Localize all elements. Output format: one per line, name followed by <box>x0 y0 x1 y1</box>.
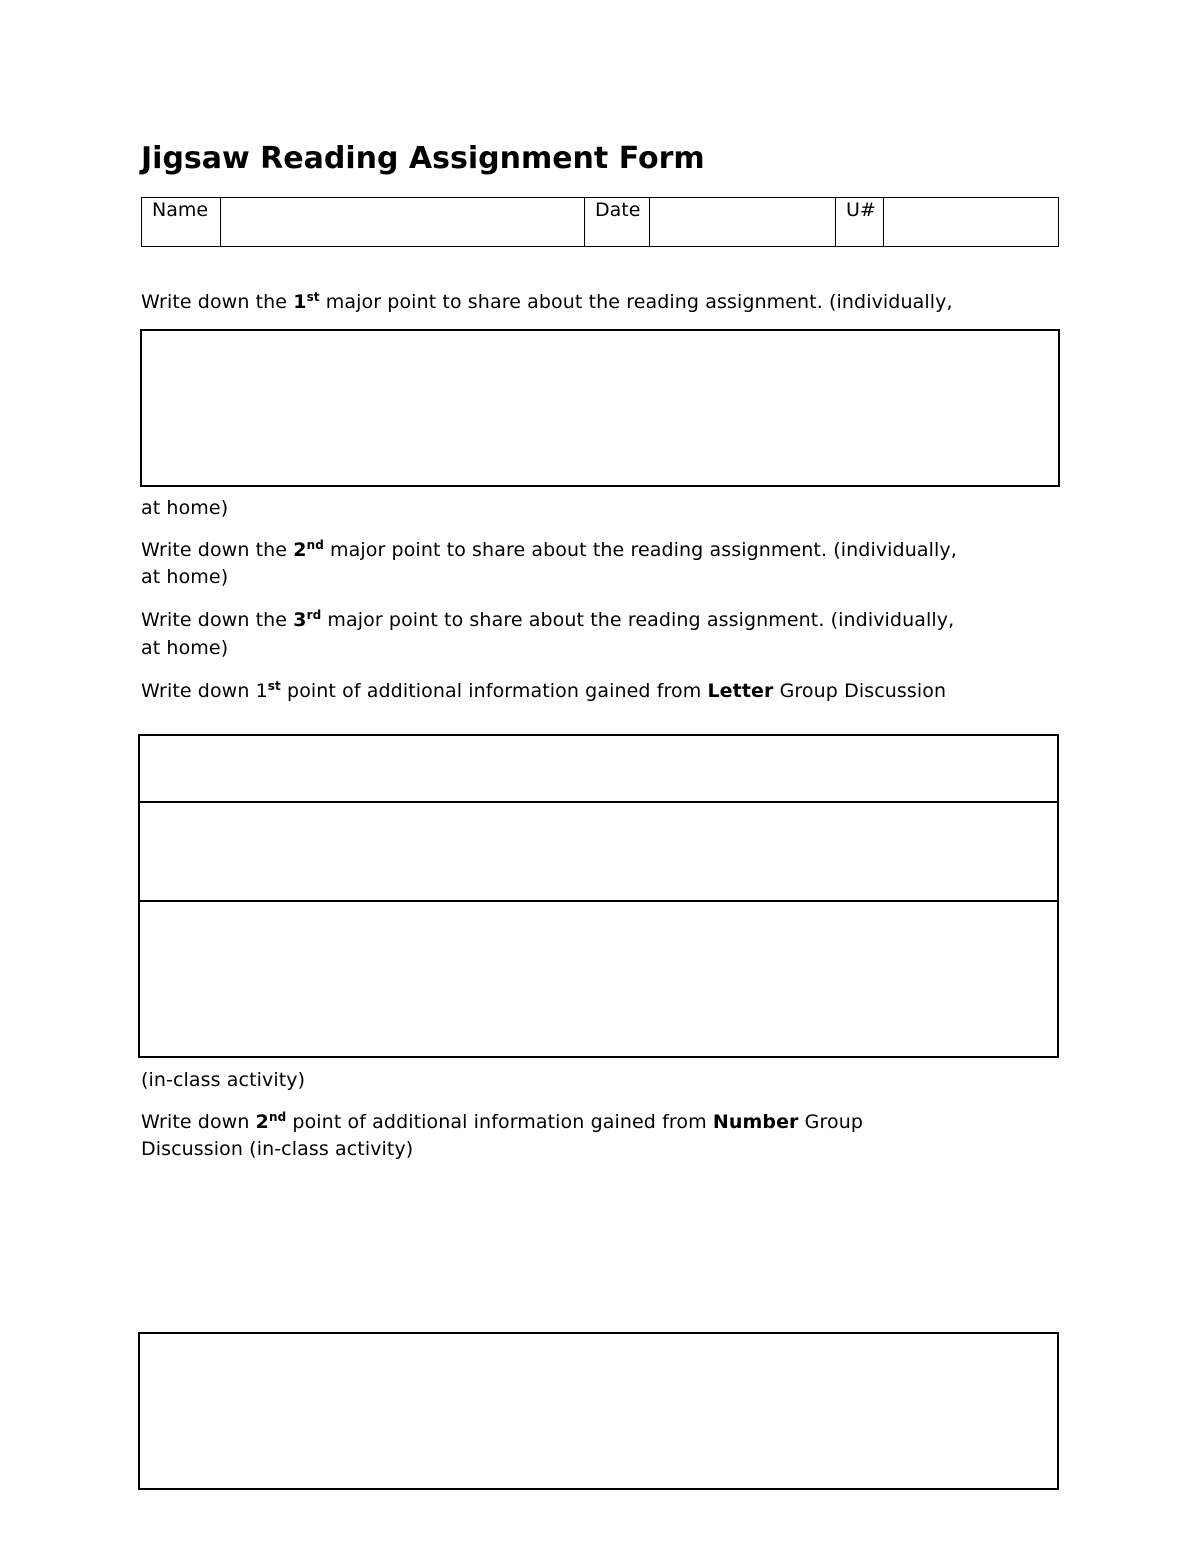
prompt-3-continuation: at home) <box>141 637 229 659</box>
prompt-4-continuation: (in-class activity) <box>141 1069 306 1091</box>
prompt-5 <box>141 1109 1066 1136</box>
prompt-1 <box>141 289 1066 316</box>
prompt-2-prefix: Write down the <box>141 539 294 561</box>
u-number-label: U# <box>836 198 884 247</box>
date-field[interactable] <box>650 198 836 247</box>
prompt-4-middle: point of additional information gained from <box>280 680 708 702</box>
prompt-3-ordinal: rd <box>306 608 322 622</box>
name-label: Name <box>142 198 221 247</box>
prompt-2-continuation: at home) <box>141 566 229 588</box>
prompt-4-prefix: Write down 1 <box>141 680 268 702</box>
prompt-4-group: Letter <box>707 680 774 702</box>
prompt-5-suffix: Group <box>798 1111 864 1133</box>
prompt-5-prefix: Write down <box>141 1111 256 1133</box>
prompt-3-number: 3 <box>293 609 307 631</box>
page-title: Jigsaw Reading Assignment Form <box>141 141 705 176</box>
answer-box-divider-2 <box>138 900 1059 902</box>
prompt-2 <box>141 537 1066 564</box>
prompt-2-suffix: major point to share about the reading assignment. (individually, <box>323 539 957 561</box>
answer-box-1[interactable] <box>140 329 1060 487</box>
answer-box-divider-1 <box>138 801 1059 803</box>
prompt-1-ordinal: st <box>306 290 320 304</box>
u-number-field[interactable] <box>884 198 1059 247</box>
name-field[interactable] <box>221 198 585 247</box>
prompt-1-number: 1 <box>293 291 307 313</box>
prompt-2-number: 2 <box>293 539 307 561</box>
prompt-3-suffix: major point to share about the reading assignment. (individually, <box>321 609 955 631</box>
prompt-5-number: 2 <box>255 1111 269 1133</box>
prompt-5-ordinal: nd <box>268 1110 287 1124</box>
student-info-table <box>141 197 1059 247</box>
answer-box-stack[interactable] <box>138 734 1059 1058</box>
prompt-4-suffix: Group Discussion <box>773 680 947 702</box>
answer-box-5[interactable] <box>138 1332 1059 1490</box>
prompt-4-ordinal: st <box>267 679 281 693</box>
prompt-5-continuation: Discussion (in-class activity) <box>141 1138 414 1160</box>
date-label: Date <box>585 198 650 247</box>
prompt-1-prefix: Write down the <box>141 291 294 313</box>
prompt-1-suffix: major point to share about the reading assignment. (individually, <box>319 291 953 313</box>
prompt-3 <box>141 607 1066 634</box>
prompt-5-group: Number <box>712 1111 799 1133</box>
prompt-5-middle: point of additional information gained from <box>286 1111 713 1133</box>
prompt-1-continuation: at home) <box>141 497 229 519</box>
prompt-2-ordinal: nd <box>306 538 324 552</box>
prompt-4 <box>141 678 1066 705</box>
prompt-3-prefix: Write down the <box>141 609 294 631</box>
